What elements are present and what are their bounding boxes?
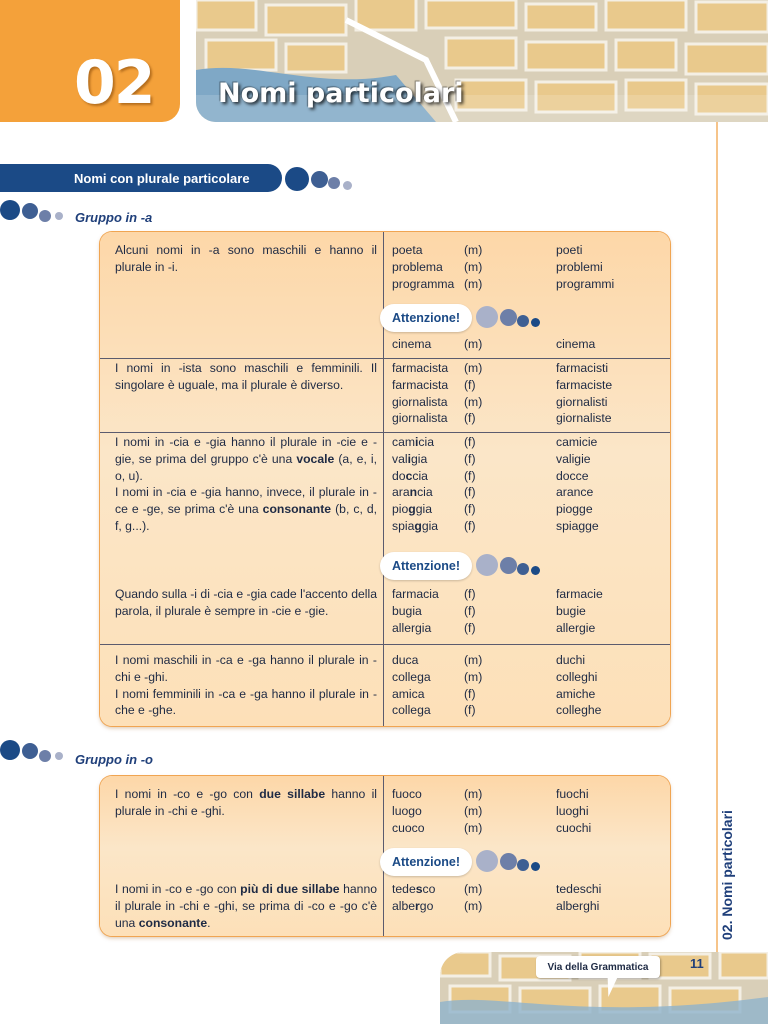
example-row: tedesco (m) tedeschi: [392, 882, 602, 896]
decor-dot: [531, 318, 540, 327]
decor-dot: [55, 752, 63, 760]
decor-dot: [39, 210, 51, 222]
example-row: farmacista (f) farmaciste: [392, 377, 613, 392]
page-number: 11: [690, 956, 704, 971]
group-label-o: Gruppo in -o: [75, 752, 153, 767]
attenzione-example-list: [392, 881, 662, 915]
example-row: collega (m) colleghi: [392, 669, 598, 684]
decor-dot: [22, 203, 38, 219]
rule-text: I nomi in -cia e -gia hanno il plurale in -cie e -gie, se prima del gruppo c'è una vocale (a, e, i, o, u). I nomi in -cia e -gia hanno, invece, il plurale in -ce e -ge, se prima c'è una consonante (b, c, d, f, g...).: [115, 435, 378, 533]
vertical-chapter-label: 02. Nomi particolari: [719, 810, 735, 940]
decor-dot: [343, 181, 352, 190]
decor-dot: [517, 563, 529, 575]
decor-dot: [476, 850, 498, 872]
attenzione-example-list: [392, 586, 662, 636]
example-row: fuoco (m) fuochi: [392, 787, 589, 801]
example-row: farmacista (m) farmacisti: [392, 361, 609, 375]
attenzione-label: Attenzione!: [380, 848, 472, 876]
decor-dot: [500, 557, 517, 574]
rule-text: I nomi maschili in -ca e -ga hanno il plurale in -chi e -ghi. I nomi femminili in -ca e -ga hanno il plurale in -che e -ghe.: [115, 653, 377, 718]
example-row: valigia (f) valigie: [392, 451, 591, 466]
decor-dot: [328, 177, 340, 189]
example-row: camicia (f) camicie: [392, 435, 598, 449]
example-list: [392, 786, 662, 836]
decor-dot: [500, 853, 517, 870]
example-row: programma (m) programmi: [392, 276, 615, 291]
decor-dot: [531, 862, 540, 871]
decor-dot: [285, 167, 309, 191]
margin-rule: [716, 122, 718, 952]
example-row: cuoco (m) cuochi: [392, 820, 592, 835]
section-title: Nomi con plurale particolare: [0, 164, 282, 192]
attenzione-label: Attenzione!: [380, 552, 472, 580]
decor-dot: [22, 743, 38, 759]
example-row: poeta (m) poeti: [392, 243, 583, 257]
example-list: [392, 242, 662, 292]
example-row: giornalista (m) giornalisti: [392, 394, 608, 409]
example-row: problema (m) problemi: [392, 259, 603, 274]
attenzione-example-list: [392, 336, 662, 353]
decor-dot: [531, 566, 540, 575]
attenzione-rule-text: I nomi in -co e -go con più di due sillabe hanno il plurale in -chi e -ghi, se prima di -co e -go c'è una consonante.: [115, 882, 378, 930]
decor-dot: [55, 212, 63, 220]
decor-dot: [39, 750, 51, 762]
example-row: collega (f) colleghe: [392, 703, 602, 718]
decor-dot: [476, 306, 498, 328]
table-gruppo-a: [100, 232, 670, 726]
decor-dot: [517, 859, 529, 871]
example-row: cinema (m) cinema: [392, 337, 596, 351]
attenzione-rule-text: Quando sulla -i di -cia e -gia cade l'accento della parola, il plurale è sempre in -cie e -gie.: [115, 587, 377, 618]
rule-text: I nomi in -co e -go con due sillabe hanno il plurale in -chi e -ghi.: [115, 787, 377, 818]
example-row: albergo (m) alberghi: [392, 898, 600, 913]
decor-dot: [476, 554, 498, 576]
decor-dot: [0, 740, 20, 760]
example-row: spiaggia (f) spiagge: [392, 518, 599, 533]
example-row: amica (f) amiche: [392, 686, 596, 701]
example-row: arancia (f) arance: [392, 485, 594, 500]
chapter-number-box: [0, 0, 180, 122]
rule-text: I nomi in -ista sono maschili e femminili. Il singolare è uguale, ma il plurale è diverso.: [115, 361, 377, 392]
decor-dot: [0, 200, 20, 220]
example-list: [392, 434, 662, 535]
attenzione-label: Attenzione!: [380, 304, 472, 332]
example-row: duca (m) duchi: [392, 653, 586, 667]
example-row: giornalista (f) giornaliste: [392, 411, 612, 426]
example-row: farmacia (f) farmacie: [392, 587, 603, 601]
rule-text: Alcuni nomi in -a sono maschili e hanno il plurale in -i.: [115, 243, 377, 274]
example-row: allergia (f) allergie: [392, 620, 596, 635]
chapter-number: 02: [74, 48, 154, 118]
example-row: luogo (m) luoghi: [392, 803, 589, 818]
decor-dot: [500, 309, 517, 326]
chapter-title: Nomi particolari: [218, 78, 464, 109]
decor-dot: [311, 171, 328, 188]
example-list: [392, 360, 662, 427]
example-row: pioggia (f) piogge: [392, 502, 593, 517]
example-row: bugia (f) bugie: [392, 603, 586, 618]
footer-label: Via della Grammatica: [536, 956, 660, 978]
example-row: doccia (f) docce: [392, 468, 589, 483]
table-gruppo-o: [100, 776, 670, 936]
decor-dot: [517, 315, 529, 327]
group-label-a: Gruppo in -a: [75, 210, 153, 225]
example-list: [392, 652, 662, 719]
